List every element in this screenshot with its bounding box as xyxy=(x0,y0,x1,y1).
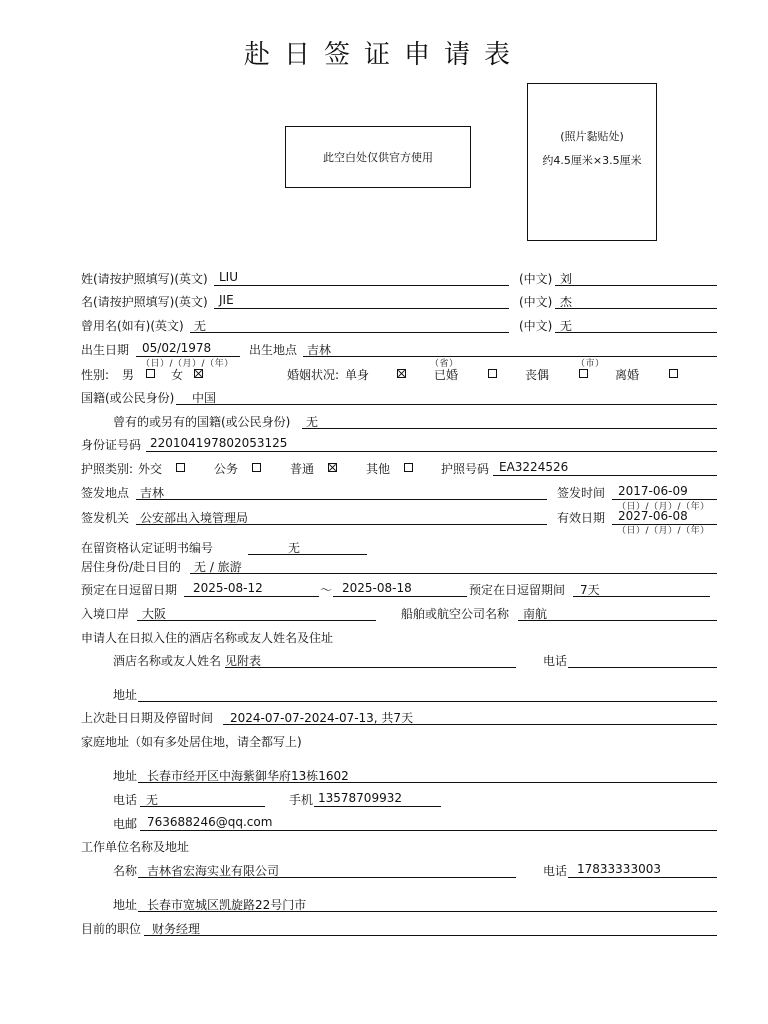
hotel-name-label: 酒店名称或友人姓名 xyxy=(113,654,222,668)
issue-date-label: 签发时间 xyxy=(557,486,606,500)
stay-period-label: 预定在日逗留期间 xyxy=(469,583,566,597)
given-name-en-field[interactable]: JIE xyxy=(219,293,234,307)
expiry-hint: （日）/（月）/（年） xyxy=(617,526,710,536)
email-field[interactable]: 763688246@qq.com xyxy=(147,815,273,829)
id-number-label: 身份证号码 xyxy=(81,438,142,452)
surname-en-field[interactable]: LIU xyxy=(219,270,239,284)
home-phone-field[interactable]: 无 xyxy=(146,793,159,807)
photo-size: 约4.5厘米×3.5厘米 xyxy=(542,154,642,167)
city-hint: （市） xyxy=(576,359,605,369)
coe-label: 在留资格认定证明书编号 xyxy=(81,541,214,555)
photo-label: (照片黏贴处) xyxy=(560,130,624,143)
position-label: 目前的职位 xyxy=(81,922,142,936)
former-name-en-label: 曾用名(如有)(英文) xyxy=(81,319,184,333)
stay-period-field[interactable]: 7天 xyxy=(580,583,600,597)
marital-label: 婚姻状况: xyxy=(287,368,340,382)
employer-phone-field[interactable]: 17833333003 xyxy=(577,862,661,876)
official-use-text: 此空白处仅供官方使用 xyxy=(323,151,433,164)
marital-married-label: 已婚 xyxy=(434,368,459,382)
issuing-authority-label: 签发机关 xyxy=(81,511,130,525)
port-label: 入境口岸 xyxy=(81,607,130,621)
sex-female-checkbox[interactable] xyxy=(194,369,203,378)
issuing-authority-field[interactable]: 公安部出入境管理局 xyxy=(140,511,249,525)
passport-other-label: 其他 xyxy=(366,462,391,476)
birth-place-field[interactable]: 吉林 xyxy=(307,343,332,357)
stay-entry-field[interactable]: 2025-08-12 xyxy=(193,581,263,595)
marital-widowed-checkbox[interactable] xyxy=(579,369,588,378)
home-phone-label: 电话 xyxy=(113,793,138,807)
marital-divorced-checkbox[interactable] xyxy=(669,369,678,378)
passport-number-label: 护照号码 xyxy=(441,462,490,476)
employer-phone-label: 电话 xyxy=(543,864,568,878)
given-name-en-label: 名(请按护照填写)(英文) xyxy=(81,295,208,309)
marital-single-label: 单身 xyxy=(345,368,370,382)
passport-diplomatic-label: 外交 xyxy=(138,462,163,476)
former-name-cn-label: (中文) xyxy=(519,319,553,333)
mobile-field[interactable]: 13578709932 xyxy=(318,791,402,805)
accommodation-heading: 申请人在日拟入住的酒店名称或友人姓名及住址 xyxy=(81,631,334,645)
marital-widowed-label: 丧偶 xyxy=(525,368,550,382)
port-field[interactable]: 大阪 xyxy=(142,607,167,621)
surname-en-label: 姓(请按护照填写)(英文) xyxy=(81,272,208,286)
surname-cn-field[interactable]: 刘 xyxy=(560,272,573,286)
province-hint: （省） xyxy=(430,359,459,369)
birth-date-label: 出生日期 xyxy=(81,343,130,357)
birth-date-field[interactable]: 05/02/1978 xyxy=(142,341,212,355)
hotel-phone-label: 电话 xyxy=(543,654,568,668)
employer-heading: 工作单位名称及地址 xyxy=(81,840,190,854)
expiry-label: 有效日期 xyxy=(557,511,606,525)
birth-date-hint: （日）/（月）/（年） xyxy=(141,359,234,369)
former-name-cn-field[interactable]: 无 xyxy=(560,319,573,333)
stay-entry-label: 预定在日逗留日期 xyxy=(81,583,178,597)
nationality-label: 国籍(或公民身份) xyxy=(81,391,175,405)
email-label: 电邮 xyxy=(113,817,138,831)
hotel-address-label: 地址 xyxy=(113,688,138,702)
sex-label: 性别: xyxy=(81,368,110,382)
position-field[interactable]: 财务经理 xyxy=(152,922,201,936)
given-name-cn-label: (中文) xyxy=(519,295,553,309)
employer-address-field[interactable]: 长春市宽城区凯旋路22号门市 xyxy=(147,898,307,912)
coe-field[interactable]: 无 xyxy=(288,541,301,555)
birth-place-label: 出生地点 xyxy=(249,343,298,357)
home-address-label: 地址 xyxy=(113,769,138,783)
passport-ordinary-label: 普通 xyxy=(290,462,315,476)
employer-name-label: 名称 xyxy=(113,864,138,878)
passport-diplomatic-checkbox[interactable] xyxy=(176,463,185,472)
sex-female-label: 女 xyxy=(171,368,184,382)
stay-exit-field[interactable]: 2025-08-18 xyxy=(342,581,412,595)
id-number-field[interactable]: 220104197802053125 xyxy=(150,436,288,450)
last-visit-label: 上次赴日日期及停留时间 xyxy=(81,711,214,725)
passport-official-checkbox[interactable] xyxy=(252,463,261,472)
marital-single-checkbox[interactable] xyxy=(397,369,406,378)
issue-place-field[interactable]: 吉林 xyxy=(140,486,165,500)
expiry-field[interactable]: 2027-06-08 xyxy=(618,509,688,523)
passport-other-checkbox[interactable] xyxy=(404,463,413,472)
former-nationality-field[interactable]: 无 xyxy=(306,415,319,429)
home-address-field[interactable]: 长春市经开区中海紫御华府13栋1602 xyxy=(147,769,349,783)
home-heading: 家庭地址（如有多处居住地，请全都写上) xyxy=(81,735,302,749)
issue-date-hint: （日）/（月）/（年） xyxy=(617,502,710,512)
passport-number-field[interactable]: EA3224526 xyxy=(499,460,569,474)
sex-male-label: 男 xyxy=(122,368,135,382)
last-visit-field[interactable]: 2024-07-07-2024-07-13, 共7天 xyxy=(230,711,414,725)
status-field[interactable]: 无 / 旅游 xyxy=(194,560,242,574)
hotel-name-field[interactable]: 见附表 xyxy=(225,654,262,668)
marital-divorced-label: 离婚 xyxy=(615,368,640,382)
nationality-field[interactable]: 中国 xyxy=(192,391,217,405)
mobile-label: 手机 xyxy=(289,793,314,807)
given-name-cn-field[interactable]: 杰 xyxy=(560,295,573,309)
surname-cn-label: (中文) xyxy=(519,272,553,286)
airline-field[interactable]: 南航 xyxy=(523,607,548,621)
photo-box xyxy=(527,83,657,241)
official-use-box xyxy=(285,126,471,188)
employer-name-field[interactable]: 吉林省宏海实业有限公司 xyxy=(147,864,280,878)
passport-official-label: 公务 xyxy=(214,462,239,476)
status-label: 居住身份/赴日目的 xyxy=(81,560,182,574)
issue-place-label: 签发地点 xyxy=(81,486,130,500)
former-nationality-label: 曾有的或另有的国籍(或公民身份) xyxy=(113,415,291,429)
former-name-en-field[interactable]: 无 xyxy=(194,319,207,333)
sex-male-checkbox[interactable] xyxy=(146,369,155,378)
passport-type-label: 护照类别: xyxy=(81,462,134,476)
passport-ordinary-checkbox[interactable] xyxy=(328,463,337,472)
stay-tilde: ～ xyxy=(320,583,333,597)
issue-date-field[interactable]: 2017-06-09 xyxy=(618,484,688,498)
marital-married-checkbox[interactable] xyxy=(488,369,497,378)
form-title: 赴日签证申请表 xyxy=(243,40,524,70)
airline-label: 船舶或航空公司名称 xyxy=(401,607,510,621)
employer-address-label: 地址 xyxy=(113,898,138,912)
